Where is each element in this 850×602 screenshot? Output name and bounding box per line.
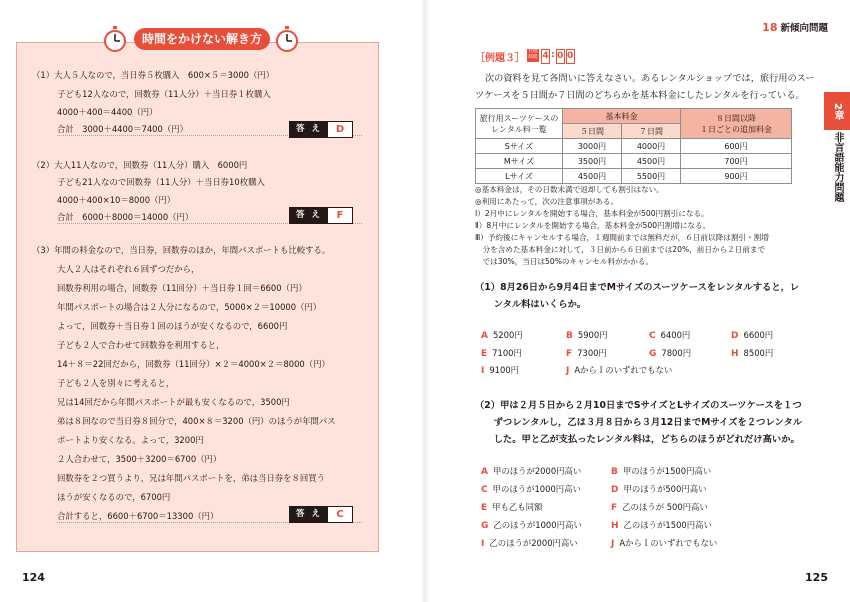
solution-line: ポートより安くなる。よって，3200円 [57, 435, 204, 445]
option-D[interactable]: D 6600円 [731, 330, 774, 341]
question-1-text: ンタル料はいくらか。 [475, 299, 587, 310]
solution-line: 子ども12人なので，回数券（11人分）＋当日券１枚購入 [57, 89, 271, 99]
solution-line: 大人２人はそれぞれ６回ずつだから， [57, 264, 200, 274]
table-header-base: 基本料金 [563, 109, 681, 124]
option-B[interactable]: B 5900円 [566, 330, 608, 341]
solution-line: ２人合わせて，3500＋3200＝6700（円） [57, 454, 222, 464]
option-G[interactable]: G 乙のほうが1000円高い [481, 520, 582, 531]
option-E[interactable]: E 7100円 [481, 348, 522, 359]
note-line: Ⅲ）予約後にキャンセルする場合，１週間前までは無料だが，６日前以降は割引・割増 [475, 233, 769, 242]
page-number: 124 [22, 571, 45, 584]
option-J[interactable]: J AからＩのいずれでもない [566, 365, 673, 376]
option-B[interactable]: B 甲のほうが1500円高い [611, 466, 712, 477]
option-I[interactable]: I 9100円 [481, 365, 520, 376]
option-C[interactable]: C 甲のほうが1000円高い [481, 484, 581, 495]
note-line: Ⅱ）8月中にレンタルを開始する場合，基本料金が500円割増になる。 [475, 221, 711, 230]
solution-line: よって，回数券＋当日券１回のほうが安くなるので，6600円 [57, 321, 288, 331]
table-cell: 3000円 [563, 139, 622, 154]
option-F[interactable]: F 乙のほうが 500円高い [611, 502, 708, 513]
solution-line: 合計 3000＋4400＝7400（円） [57, 124, 362, 136]
option-G[interactable]: G 7800円 [649, 348, 692, 359]
intro-line: ツケースを５日間か７日間のどちらかを基本料金にしたレンタルを行っている。 [475, 90, 805, 101]
option-A[interactable]: A 5200円 [481, 330, 523, 341]
solution-line: ほうが安くなるので，6700円 [57, 492, 171, 502]
table-cell-size: Mサイズ [476, 154, 563, 169]
clock-digit: 0 [556, 49, 565, 64]
chapter-tab [824, 92, 850, 200]
clock-tag: 目標時間 [528, 49, 538, 60]
solution-title: 時間をかけない解き方 [134, 28, 270, 50]
answer-box [289, 207, 353, 224]
solution-line: 14＋８＝22回だから，回数券（11回分）×２＝4000×２＝8000（円） [57, 359, 330, 369]
running-title: 新傾向問題 [780, 23, 828, 34]
answer-box [289, 506, 353, 523]
stopwatch-icon [274, 26, 300, 52]
solution-line: 子ども２人を別々に考えると， [57, 378, 175, 388]
solution-line: 回数券利用の場合，回数券（11回分）＋当日券１回＝6600（円） [57, 283, 307, 293]
option-C[interactable]: C 6400円 [649, 330, 691, 341]
table-cell: 4500円 [563, 169, 622, 184]
solution-line: 子ども21人なので回数券（11人分）＋当日券10枚購入 [57, 177, 265, 187]
table-cell-size: Sサイズ [476, 139, 563, 154]
clock-digits [541, 49, 575, 62]
table-cell: 3500円 [563, 154, 622, 169]
table-header-5days: ５日間 [563, 124, 622, 139]
note-line: Ⅰ）2月中にレンタルを開始する場合，基本料金が500円割引になる。 [475, 209, 709, 218]
running-number: 18 [762, 21, 778, 34]
example-label: ［例題３］ [475, 53, 525, 64]
answer-label: 答 え [290, 122, 328, 137]
solution-line: （1）大人５人なので，当日券５枚購入 600×５＝3000（円） [32, 70, 275, 80]
clock-digit: 0 [566, 49, 575, 64]
answer-value: F [336, 210, 344, 221]
clock-digit: : [551, 50, 555, 60]
table-row [476, 169, 792, 184]
table-cell: 900円 [681, 169, 792, 184]
table-row [476, 154, 792, 169]
answer-value: C [336, 509, 344, 520]
table-header-extra: ８日間以降 １日ごとの追加料金 [681, 109, 792, 139]
solution-line: 4000＋400×10＝8000（円） [57, 195, 176, 205]
chapter-title: 非言語能力問題 [832, 132, 843, 202]
table-cell: 700円 [681, 154, 792, 169]
running-header [762, 20, 828, 34]
answer-box [289, 121, 353, 138]
chapter-number: 2章 [824, 92, 850, 130]
solution-line: 合計すると，6600＋6700＝13300（円） [57, 511, 362, 523]
answer-label: 答 え [290, 208, 328, 223]
note-line: 分を含めた基本料金に対して，３日前から６日前までは20%，前日から２日前まで [475, 245, 766, 254]
note-line: ◎利用にあたって，次の注意事項がある。 [475, 197, 619, 206]
solution-line: 子ども２人で合わせて回数券を利用すると， [57, 340, 225, 350]
solution-line: 4000＋400＝4400（円） [57, 107, 158, 117]
table-cell: 4500円 [622, 154, 681, 169]
intro-line: 次の資料を見て各問いに答えなさい。あるレンタルショップでは，旅行用のスー [485, 73, 815, 84]
option-H[interactable]: H 乙のほうが1500円高い [611, 520, 712, 531]
note-line: ◎基本料金は，その日数未満で返却しても割引はない。 [475, 185, 664, 194]
right-page [425, 0, 850, 602]
solution-header [96, 28, 306, 52]
table-header-7days: ７日間 [622, 124, 681, 139]
option-I[interactable]: I 乙のほうが2000円高い [481, 538, 578, 549]
table-cell: 5500円 [622, 169, 681, 184]
question-1-text: （1）8月26日から9月4日までMサイズのスーツケースをレンタルすると，レ [475, 282, 800, 293]
table-cell-size: Lサイズ [476, 169, 563, 184]
option-J[interactable]: J AからＩのいずれでもない [611, 538, 718, 549]
table-cell: 600円 [681, 139, 792, 154]
table-row [476, 139, 792, 154]
solution-line: 回数券を２つ買うより，兄は年間パスポートを，弟は当日券を８回買う [57, 473, 325, 483]
question-2-text: した。甲と乙が支払ったレンタル料は，どちらのほうがどれだけ高いか。 [475, 434, 800, 445]
stopwatch-icon [102, 26, 128, 52]
answer-value: D [335, 124, 345, 135]
question-2-text: （2）甲は２月５日から２月10日までSサイズとLサイズのスーツケースを１つ [475, 400, 802, 411]
table-corner: 旅行用スーツケースの レンタル料一覧 [476, 109, 563, 139]
solution-line: 兄は14回だから年間パスポートが最も安くなるので，3500円 [57, 397, 290, 407]
answer-label: 答 え [290, 507, 328, 522]
solution-line: 年間パスポートの場合は２人分になるので，5000×２＝10000（円） [57, 302, 322, 312]
solution-line: 弟は８回なので当日券８回分で，400×８＝3200（円）のほうが年間パス [57, 416, 336, 426]
solution-line: （2）大人11人なので，回数券（11人分）購入 6000円 [32, 160, 248, 170]
question-2-text: ずつレンタルし，乙は３月８日から３月12日までMサイズを２つレンタル [475, 417, 803, 428]
clock-digit: 4 [541, 49, 550, 64]
option-E[interactable]: E 甲も乙も同額 [481, 502, 543, 513]
solution-line: 合計 6000＋8000＝14000（円） [57, 212, 362, 224]
option-D[interactable]: D 甲のほうが500円高い [611, 484, 707, 495]
option-F[interactable]: F 7300円 [566, 348, 607, 359]
option-H[interactable]: H 8500円 [731, 348, 774, 359]
table-cell: 4000円 [622, 139, 681, 154]
page-number: 125 [805, 571, 828, 584]
note-line: では30%，当日は50%のキャンセル料がかかる。 [475, 257, 654, 266]
rental-fee-table [475, 108, 792, 184]
option-A[interactable]: A 甲のほうが2000円高い [481, 466, 582, 477]
solution-line: （3）年間の料金なので，当日券，回数券のほか，年間パスポートも比較する。 [32, 245, 331, 255]
